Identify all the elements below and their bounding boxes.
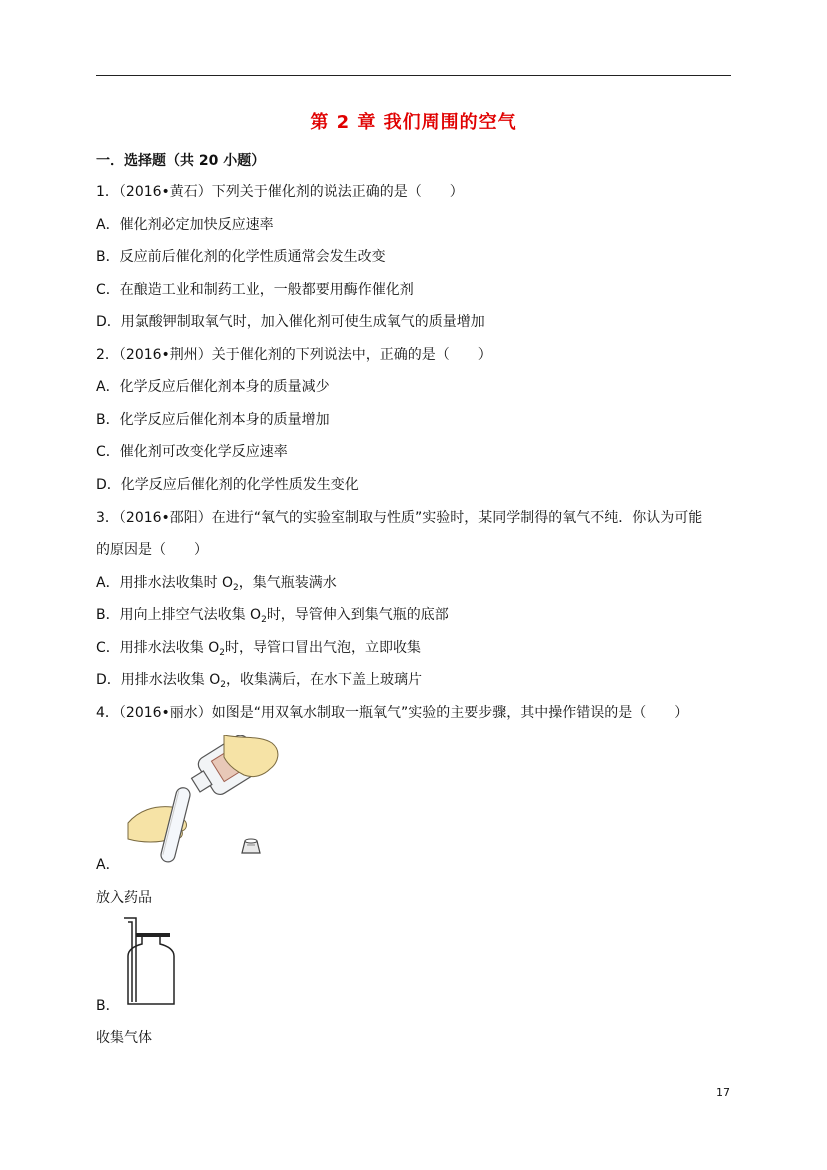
gas-bottle-illustration bbox=[122, 916, 178, 1008]
bottle-stopper bbox=[242, 839, 260, 853]
q2-option-c: C．催化剂可改变化学反应速率 bbox=[96, 444, 288, 460]
q1-option-b: B．反应前后催化剂的化学性质通常会发生改变 bbox=[96, 249, 386, 265]
section-title: 一．选择题（共 20 小题） bbox=[96, 153, 266, 169]
q1-option-c: C．在酿造工业和制药工业，一般都要用酶作催化剂 bbox=[96, 282, 414, 298]
q4-option-a-caption: 放入药品 bbox=[96, 890, 152, 906]
q2-stem: 2．（2016•荆州）关于催化剂的下列说法中，正确的是（ ） bbox=[96, 347, 492, 363]
q3-stem-line1: 3．（2016•邵阳）在进行“氧气的实验室制取与性质”实验时，某同学制得的氧气不纯．你认为可能 bbox=[96, 510, 703, 526]
q3-option-d: D．用排水法收集 $O_2$，收集满后，在水下盖上玻璃片 bbox=[96, 672, 422, 690]
q4-option-a-label: A． bbox=[96, 857, 120, 873]
q3-option-a: A．用排水法收集时 $O_2$，集气瓶装满水 bbox=[96, 575, 337, 593]
q2-option-a: A．化学反应后催化剂本身的质量减少 bbox=[96, 379, 330, 395]
q4-stem: 4．（2016•丽水）如图是“用双氧水制取一瓶氧气”实验的主要步骤，其中操作错误的是（ ） bbox=[96, 705, 689, 721]
q4-option-b-caption: 收集气体 bbox=[96, 1030, 152, 1046]
delivery-tube bbox=[124, 918, 136, 1002]
pouring-reagent-illustration bbox=[124, 735, 284, 870]
glass-plate bbox=[136, 933, 170, 937]
collecting-bottle bbox=[128, 934, 174, 1004]
q2-option-d: D．化学反应后催化剂的化学性质发生变化 bbox=[96, 477, 359, 493]
q4-option-b-label: B． bbox=[96, 998, 120, 1014]
page-number: 17 bbox=[716, 1086, 730, 1099]
header-rule bbox=[96, 75, 731, 76]
q2-option-b: B．化学反应后催化剂本身的质量增加 bbox=[96, 412, 330, 428]
q1-stem: 1．（2016•黄石）下列关于催化剂的说法正确的是（ ） bbox=[96, 184, 464, 200]
q3-option-c: C．用排水法收集 $O_2$时，导管口冒出气泡，立即收集 bbox=[96, 640, 421, 658]
chapter-title: 第 2 章 我们周围的空气 bbox=[310, 112, 517, 133]
q1-option-d: D．用氯酸钾制取氧气时，加入催化剂可使生成氧气的质量增加 bbox=[96, 314, 485, 330]
q3-option-b: B．用向上排空气法收集 $O_2$时，导管伸入到集气瓶的底部 bbox=[96, 607, 449, 625]
q3-stem-line2: 的原因是（ ） bbox=[96, 542, 208, 558]
q1-option-a: A．催化剂必定加快反应速率 bbox=[96, 217, 274, 233]
